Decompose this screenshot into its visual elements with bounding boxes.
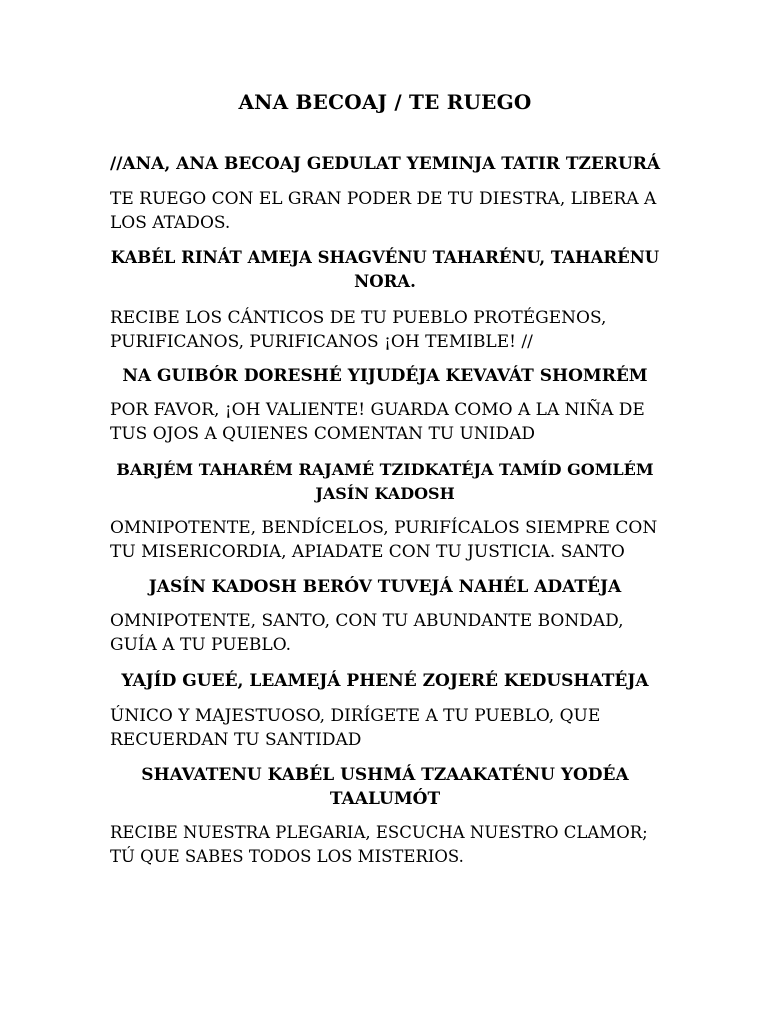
stanza-3-translation: POR FAVOR, ¡OH VALIENTE! GUARDA COMO A LA NIÑA DE TUS OJOS A QUIENES COMENTAN TU UNIDAD [110, 400, 645, 444]
stanza-6-translation: ÚNICO Y MAJESTUOSO, DIRÍGETE A TU PUEBLO, QUE RECUERDAN TU SANTIDAD [110, 706, 601, 750]
stanza-4-translation: OMNIPOTENTE, BENDÍCELOS, PURIFÍCALOS SIEMPRE CON TU MISERICORDIA, APIADATE CON TU JUSTICIA. SANTO [110, 518, 658, 562]
stanza-6-transliteration: YAJÍD GUEÉ, LEAMEJÁ PHENÉ ZOJERÉ KEDUSHATÉJA [121, 671, 649, 691]
stanza-7-translation: RECIBE NUESTRA PLEGARIA, ESCUCHA NUESTRO CLAMOR; TÚ QUE SABES TODOS LOS MISTERIOS. [110, 823, 648, 866]
stanza-2-translation: RECIBE LOS CÁNTICOS DE TU PUEBLO PROTÉGENOS, PURIFICANOS, PURIFICANOS ¡OH TEMIBLE! // [110, 308, 607, 352]
stanza-5-transliteration: JASÍN KADOSH BERÓV TUVEJÁ NAHÉL ADATÉJA [148, 577, 622, 597]
stanza-7-transliteration: SHAVATENU KABÉL USHMÁ TZAAKATÉNU YODÉA TAALUMÓT [141, 765, 629, 809]
stanza-1-translation: TE RUEGO CON EL GRAN PODER DE TU DIESTRA, LIBERA A LOS ATADOS. [110, 189, 657, 233]
stanza-4-transliteration: BARJÉM TAHARÉM RAJAMÉ TZIDKATÉJA TAMÍD GOMLÉM JASÍN KADOSH [116, 460, 654, 503]
stanza-5-translation: OMNIPOTENTE, SANTO, CON TU ABUNDANTE BONDAD, GUÍA A TU PUEBLO. [110, 611, 624, 655]
document-title: ANA BECOAJ / TE RUEGO [238, 90, 532, 114]
document-page [110, 0, 660, 1024]
stanza-1-transliteration: //ANA, ANA BECOAJ GEDULAT YEMINJA TATIR TZERURÁ [110, 154, 661, 174]
stanza-2-transliteration: KABÉL RINÁT AMEJA SHAGVÉNU TAHARÉNU, TAHARÉNU NORA. [110, 248, 660, 291]
stanza-3-transliteration: NA GUIBÓR DORESHÉ YIJUDÉJA KEVAVÁT SHOMRÉM [122, 366, 648, 386]
